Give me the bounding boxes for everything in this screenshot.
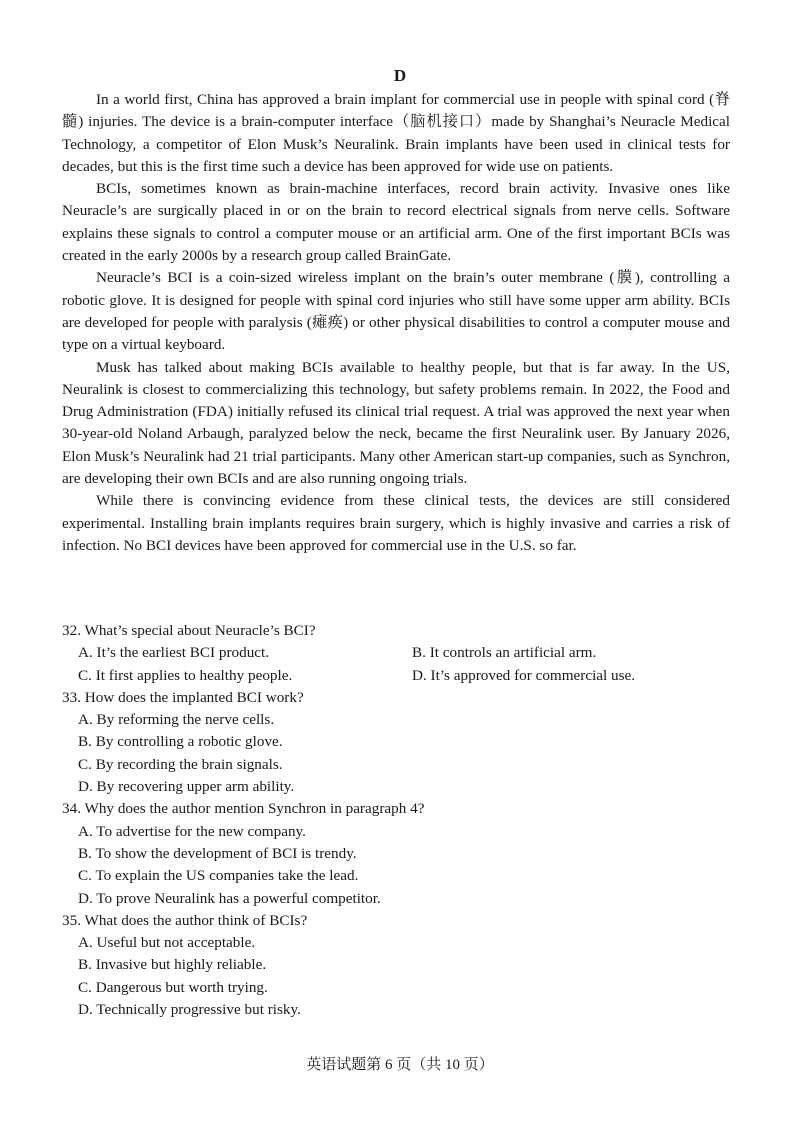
question-stem: 34. Why does the author mention Synchron in paragraph 4? [62,800,425,818]
question-35 [62,910,742,1021]
option-a: A. It’s the earliest BCI product. [78,644,270,662]
option-c: C. By recording the brain signals. [78,755,283,773]
option-d: D. Technically progressive but risky. [78,1001,301,1019]
option-b: B. Invasive but highly reliable. [78,956,267,974]
paragraph-2: BCIs, sometimes known as brain-machine interfaces, record brain activity. Invasive ones like Neuracle’s are surgically placed in or on the brain to record electrical signals from nerve cells. Software explains these signals to control a computer mouse or an artificial arm. One of the first important BCIs was created in the early 2000s by a research group called BrainGate. [62,180,730,265]
option-a: A. Useful but not acceptable. [78,934,256,952]
question-34 [62,798,742,909]
option-d: D. To prove Neuralink has a powerful competitor. [78,889,381,907]
question-stem: 32. What’s special about Neuracle’s BCI? [62,622,316,639]
question-stem: 33. How does the implanted BCI work? [62,688,304,706]
section-title: D [393,66,407,85]
option-d: D. It’s approved for commercial use. [412,666,636,684]
paragraph-1: In a world first, China has approved a brain implant for commercial use in people with spinal cord (脊髓) injuries. The device is a brain-computer interface（脑机接口）made by Shanghai’s Neuracle Medical Technology, a competitor of Elon Musk’s Neuralink. Brain implants have been used in clinical tests for decades, but this is the first time such a device has been approved for wide use on patients. [62,91,730,175]
question-32 [62,620,742,687]
option-a: A. By reforming the nerve cells. [78,711,275,729]
question-33 [62,687,742,798]
option-b: B. By controlling a robotic glove. [78,733,283,751]
question-stem: 35. What does the author think of BCIs? [62,911,308,929]
option-c: C. It first applies to healthy people. [78,666,293,684]
option-row [62,642,742,664]
paragraph-4: Musk has talked about making BCIs available to healthy people, but that is far away. In the US, Neuralink is closest to commercializing this technology, but safety problems remain. In 2022, the Food and Drug Administration (FDA) initially refused its clinical trial request. A trial was approved the next year when 30-year-old Noland Arbaugh, paralyzed below the neck, became the first Neuralink user. By January 2026, Elon Musk’s Neuralink had 21 trial participants. Many other American start-up companies, such as Synchron, are developing their own BCIs and are also running ongoing trials. [62,358,730,488]
question-list [62,620,742,1021]
reading-passage [62,89,730,557]
option-a: A. To advertise for the new company. [78,822,306,840]
option-c: C. To explain the US companies take the lead. [78,867,359,885]
option-b: B. It controls an artificial arm. [412,644,597,662]
option-row [62,665,742,687]
paragraph-5: While there is convincing evidence from these clinical tests, the devices are still considered experimental. Installing brain implants requires brain surgery, which is highly invasive and carries a risk of infection. No BCI devices have been approved for commercial use in the U.S. so far. [62,492,730,554]
option-b: B. To show the development of BCI is trendy. [78,844,357,862]
option-d: D. By recovering upper arm ability. [78,778,295,796]
page-footer: 英语试题第 6 页（共 10 页） [306,1057,494,1073]
option-c: C. Dangerous but worth trying. [78,978,268,996]
paragraph-3: Neuracle’s BCI is a coin-sized wireless implant on the brain’s outer membrane (膜), controlling a robotic glove. It is designed for people with spinal cord injuries who still have some upper arm ability. BCIs are developed for people with paralysis (瘫痪) or other physical disabilities to control a computer mouse and type on a virtual keyboard. [62,269,730,354]
